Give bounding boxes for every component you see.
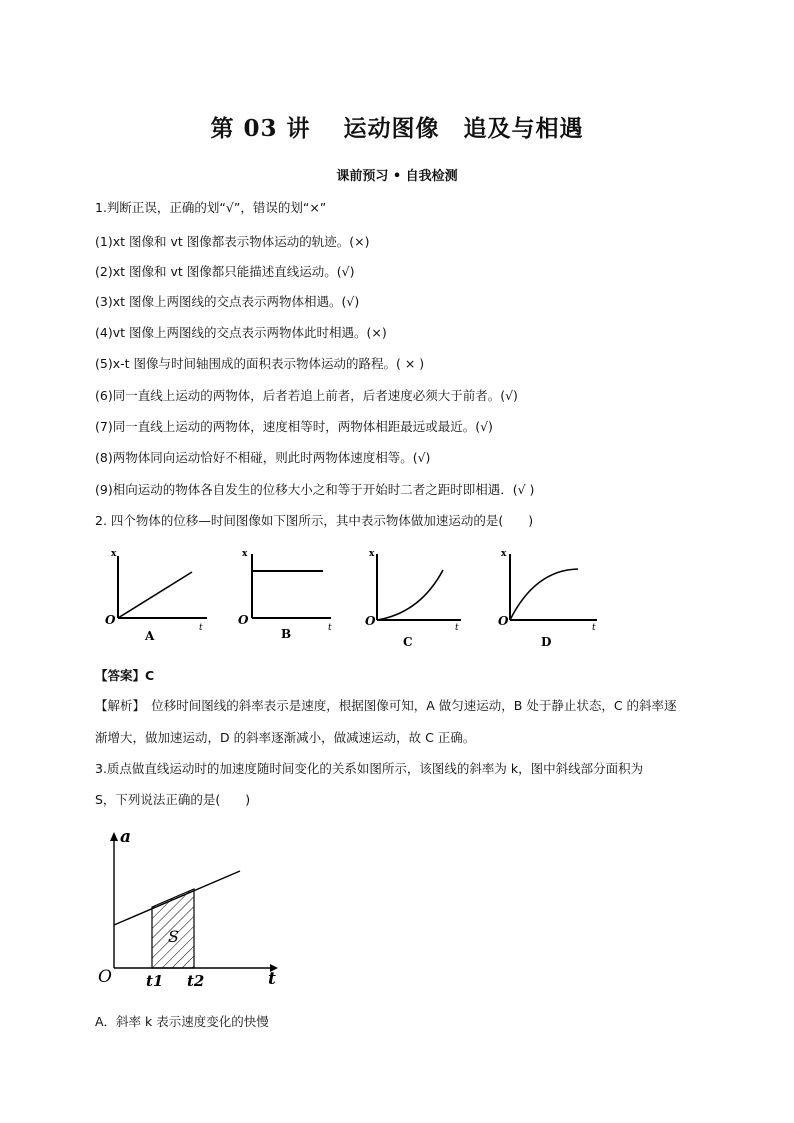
graph-c-origin: O [365, 614, 376, 628]
graph-d [498, 549, 597, 649]
q1-item-1: (1)xt 图像和 vt 图像都表示物体运动的轨迹。(×) [95, 234, 370, 249]
q3-stem-line-2: S，下列说法正确的是( ) [95, 792, 251, 807]
t1-label: t1 [146, 972, 164, 990]
graph-a [105, 549, 207, 643]
q1-item-8: (8)两物体同向运动恰好不相碰，则此时两物体速度相等。(√) [95, 450, 431, 465]
graph-b-origin: O [238, 613, 249, 627]
axis-t-label: t [268, 969, 276, 989]
q1-stem: 1.判断正误，正确的划“√”，错误的划“×” [95, 200, 327, 215]
graph-a-label: A [145, 629, 155, 643]
q1-item-2: (2)xt 图像和 vt 图像都只能描述直线运动。(√) [95, 264, 355, 279]
q1-item-4: (4)vt 图像上两图线的交点表示两物体此时相遇。(×) [95, 325, 387, 340]
graph-c [365, 549, 461, 649]
graph-c-x-label: t [455, 623, 459, 633]
q2-analysis-line-1: 【解析】 位移时间图线的斜率表示是速度，根据图像可知，A 做匀速运动，B 处于静止状态，C 的斜率逐 [95, 698, 677, 713]
q1-item-3: (3)xt 图像上两图线的交点表示两物体相遇。(√) [95, 294, 360, 309]
q2-stem: 2. 四个物体的位移—时间图像如下图所示，其中表示物体做加速运动的是( ) [95, 513, 534, 528]
q1-item-9: (9)相向运动的物体各自发生的位移大小之和等于开始时二者之距时即相遇．(√ ) [95, 482, 535, 497]
graph-b-x-label: t [328, 623, 332, 633]
q3-option-a: A．斜率 k 表示速度变化的快慢 [95, 1014, 269, 1029]
t2-label: t2 [187, 972, 205, 990]
graph-a-origin: O [105, 613, 116, 627]
q3-acceleration-figure [90, 822, 290, 992]
graph-d-y-label: x [501, 549, 507, 559]
graph-c-label: C [403, 635, 413, 649]
graph-a-y-label: x [111, 549, 117, 559]
q1-item-7: (7)同一直线上运动的两物体，速度相等时，两物体相距最远或最近。(√) [95, 419, 493, 434]
graph-b-label: B [281, 627, 292, 641]
q2-answer: 【答案】C [95, 668, 155, 683]
q2-graphs-figure [95, 540, 625, 655]
graph-b [238, 549, 332, 641]
graph-a-x-label: t [199, 623, 203, 633]
graph-d-x-label: t [592, 623, 596, 633]
area-s-label: S [168, 927, 179, 946]
graph-d-origin: O [498, 614, 509, 628]
axis-a-label: a [120, 827, 132, 847]
q2-analysis-line-2: 渐增大，做加速运动，D 的斜率逐渐减小，做减速运动，故 C 正确。 [95, 730, 476, 745]
graph-c-y-label: x [369, 549, 375, 559]
q1-item-6: (6)同一直线上运动的两物体，后者若追上前者，后者速度必须大于前者。(√) [95, 388, 518, 403]
q1-item-5: (5)x-t 图像与时间轴围成的面积表示物体运动的路程。( × ) [95, 356, 425, 371]
q3-stem-line-1: 3.质点做直线运动时的加速度随时间变化的关系如图所示，该图线的斜率为 k，图中斜线部分面积为 [95, 761, 644, 776]
section-subtitle: 课前预习 • 自我检测 [336, 169, 458, 184]
graph-d-label: D [541, 635, 552, 649]
graph-b-y-label: x [242, 549, 248, 559]
page-title: 第 03 讲 运动图像 追及与相遇 [210, 115, 584, 142]
origin-label: O [98, 967, 112, 987]
